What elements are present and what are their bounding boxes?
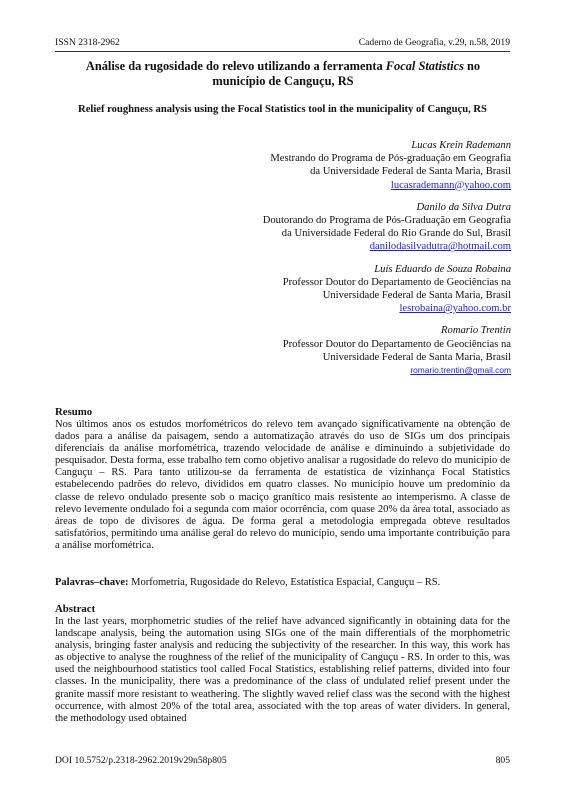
author-name: Lucas Krein Rademann <box>411 140 511 151</box>
author-affiliation-line-2: da Universidade Federal de Santa Maria, Brasil <box>310 166 511 178</box>
title-part-2: no município de Canguçu, RS <box>212 59 481 88</box>
page-number: 805 <box>495 755 510 766</box>
author-block <box>191 324 511 377</box>
author-email-link[interactable]: romario.trentin@gmail.com <box>410 365 511 376</box>
abstract-text: In the last years, morphometric studies of the relief have advanced significantly in obtaining data for the landscape analysis, being the automation using SIGs one of the main differentials of the morphometric analysis, bringing faster analysis and reducing the subjectivity of the researcher. In this way, this work has as objective to analyse the roughness of the relief of the municipality of Canguçu - RS. In order to this, was used the neighbourhood statistics tool called Focal Statistics, establishing relief patterns, divided into four classes. In the municipality, there was a predominance of the class of undulated relief present under the granite massif more resistant to weathering. The slightly waved relief class was the second with the highest occurrence, with almost 20% of the total area, associated with the top areas of water dividers. In general, the methodology used obtained <box>55 616 510 724</box>
author-email-link[interactable]: lucasrademann@yahoo.com <box>390 179 511 191</box>
resumo-heading: Resumo <box>55 406 93 418</box>
author-name: Luís Eduardo de Souza Robaina <box>374 263 511 275</box>
keywords-text: Morfometria, Rugosidade do Relevo, Estatística Espacial, Canguçu – RS. <box>128 577 441 588</box>
author-email-link[interactable]: danilodasilvadutra@hotmail.com <box>369 241 511 253</box>
resumo-text: Nos últimos anos os estudos morfométricos do relevo tem avançado significativamente na obtenção de dados para a análise da paisagem, sendo a automatização através do uso de SIGs um dos principais diferenciais da análise morfométrica, trazendo velocidade de análise e diminuindo a subjetividade do pesquisador. Desta forma, esse trabalho tem como objetivo analisar a rugosidade do relevo do município de Canguçu – RS. Para tanto utilizou-se da ferramenta de estatística de vizinhança Focal Statistics estabelecendo padrões do relevo, divididos em quatro classes. No município houve um predomínio da classe de relevo ondulado presente sob o maciço granítico mais resistente ao intemperismo. A classe de relevo levemente ondulado foi a segunda com maior ocorrência, com quase 20% da área total, associado as áreas de topo de divisores de água. De forma geral a metodologia empregada obteve resultados satisfatórios, permitindo uma análise geral do relevo do município, sendo uma importante contribuição para a análise morfométrica. <box>55 419 510 551</box>
abstract-section <box>55 603 510 725</box>
author-affiliation-line-1: Professor Doutor do Departamento de Geociências na <box>282 338 511 350</box>
running-header <box>55 37 510 48</box>
keywords <box>55 577 510 589</box>
issn: ISSN 2318-2962 <box>55 37 120 48</box>
doi: DOI 10.5752/p.2318-2962.2019v29n58p805 <box>55 755 227 766</box>
title-italic: Focal Statistics <box>385 59 464 73</box>
paper-title <box>60 59 506 89</box>
author-block <box>191 201 511 254</box>
page-footer <box>55 755 510 766</box>
author-email-link[interactable]: lesrobaina@yahoo.com.br <box>399 303 511 315</box>
author-name: Danilo da Silva Dutra <box>416 201 511 213</box>
author-affiliation-line-1: Mestrando do Programa de Pós-graduação em Geografia <box>270 153 511 165</box>
title-part-1: Análise da rugosidade do relevo utilizando a ferramenta <box>85 59 386 73</box>
author-affiliation-line-1: Professor Doutor do Departamento de Geociências na <box>282 276 511 288</box>
author-affiliation-line-2: Universidade Federal de Santa Maria, Brasil <box>322 351 511 363</box>
author-affiliation-line-2: Universidade Federal de Santa Maria, Brasil <box>322 290 511 302</box>
author-affiliation-line-1: Doutorando do Programa de Pós-Graduação em Geografia <box>262 215 511 227</box>
header-rule <box>55 51 510 52</box>
author-block <box>191 139 511 192</box>
author-block <box>191 263 511 316</box>
paper-subtitle: Relief roughness analysis using the Focal Statistics tool in the municipality of Canguçu, RS <box>78 104 487 115</box>
journal-info: Caderno de Geografia, v.29, n.58, 2019 <box>358 37 510 48</box>
abstract-heading: Abstract <box>55 603 96 615</box>
keywords-label: Palavras–chave: <box>55 577 129 588</box>
author-affiliation-line-2: da Universidade Federal do Rio Grande do Sul, Brasil <box>281 228 511 240</box>
author-name: Romario Trentin <box>441 325 511 337</box>
resumo-section <box>55 406 510 552</box>
author-list <box>191 139 511 386</box>
